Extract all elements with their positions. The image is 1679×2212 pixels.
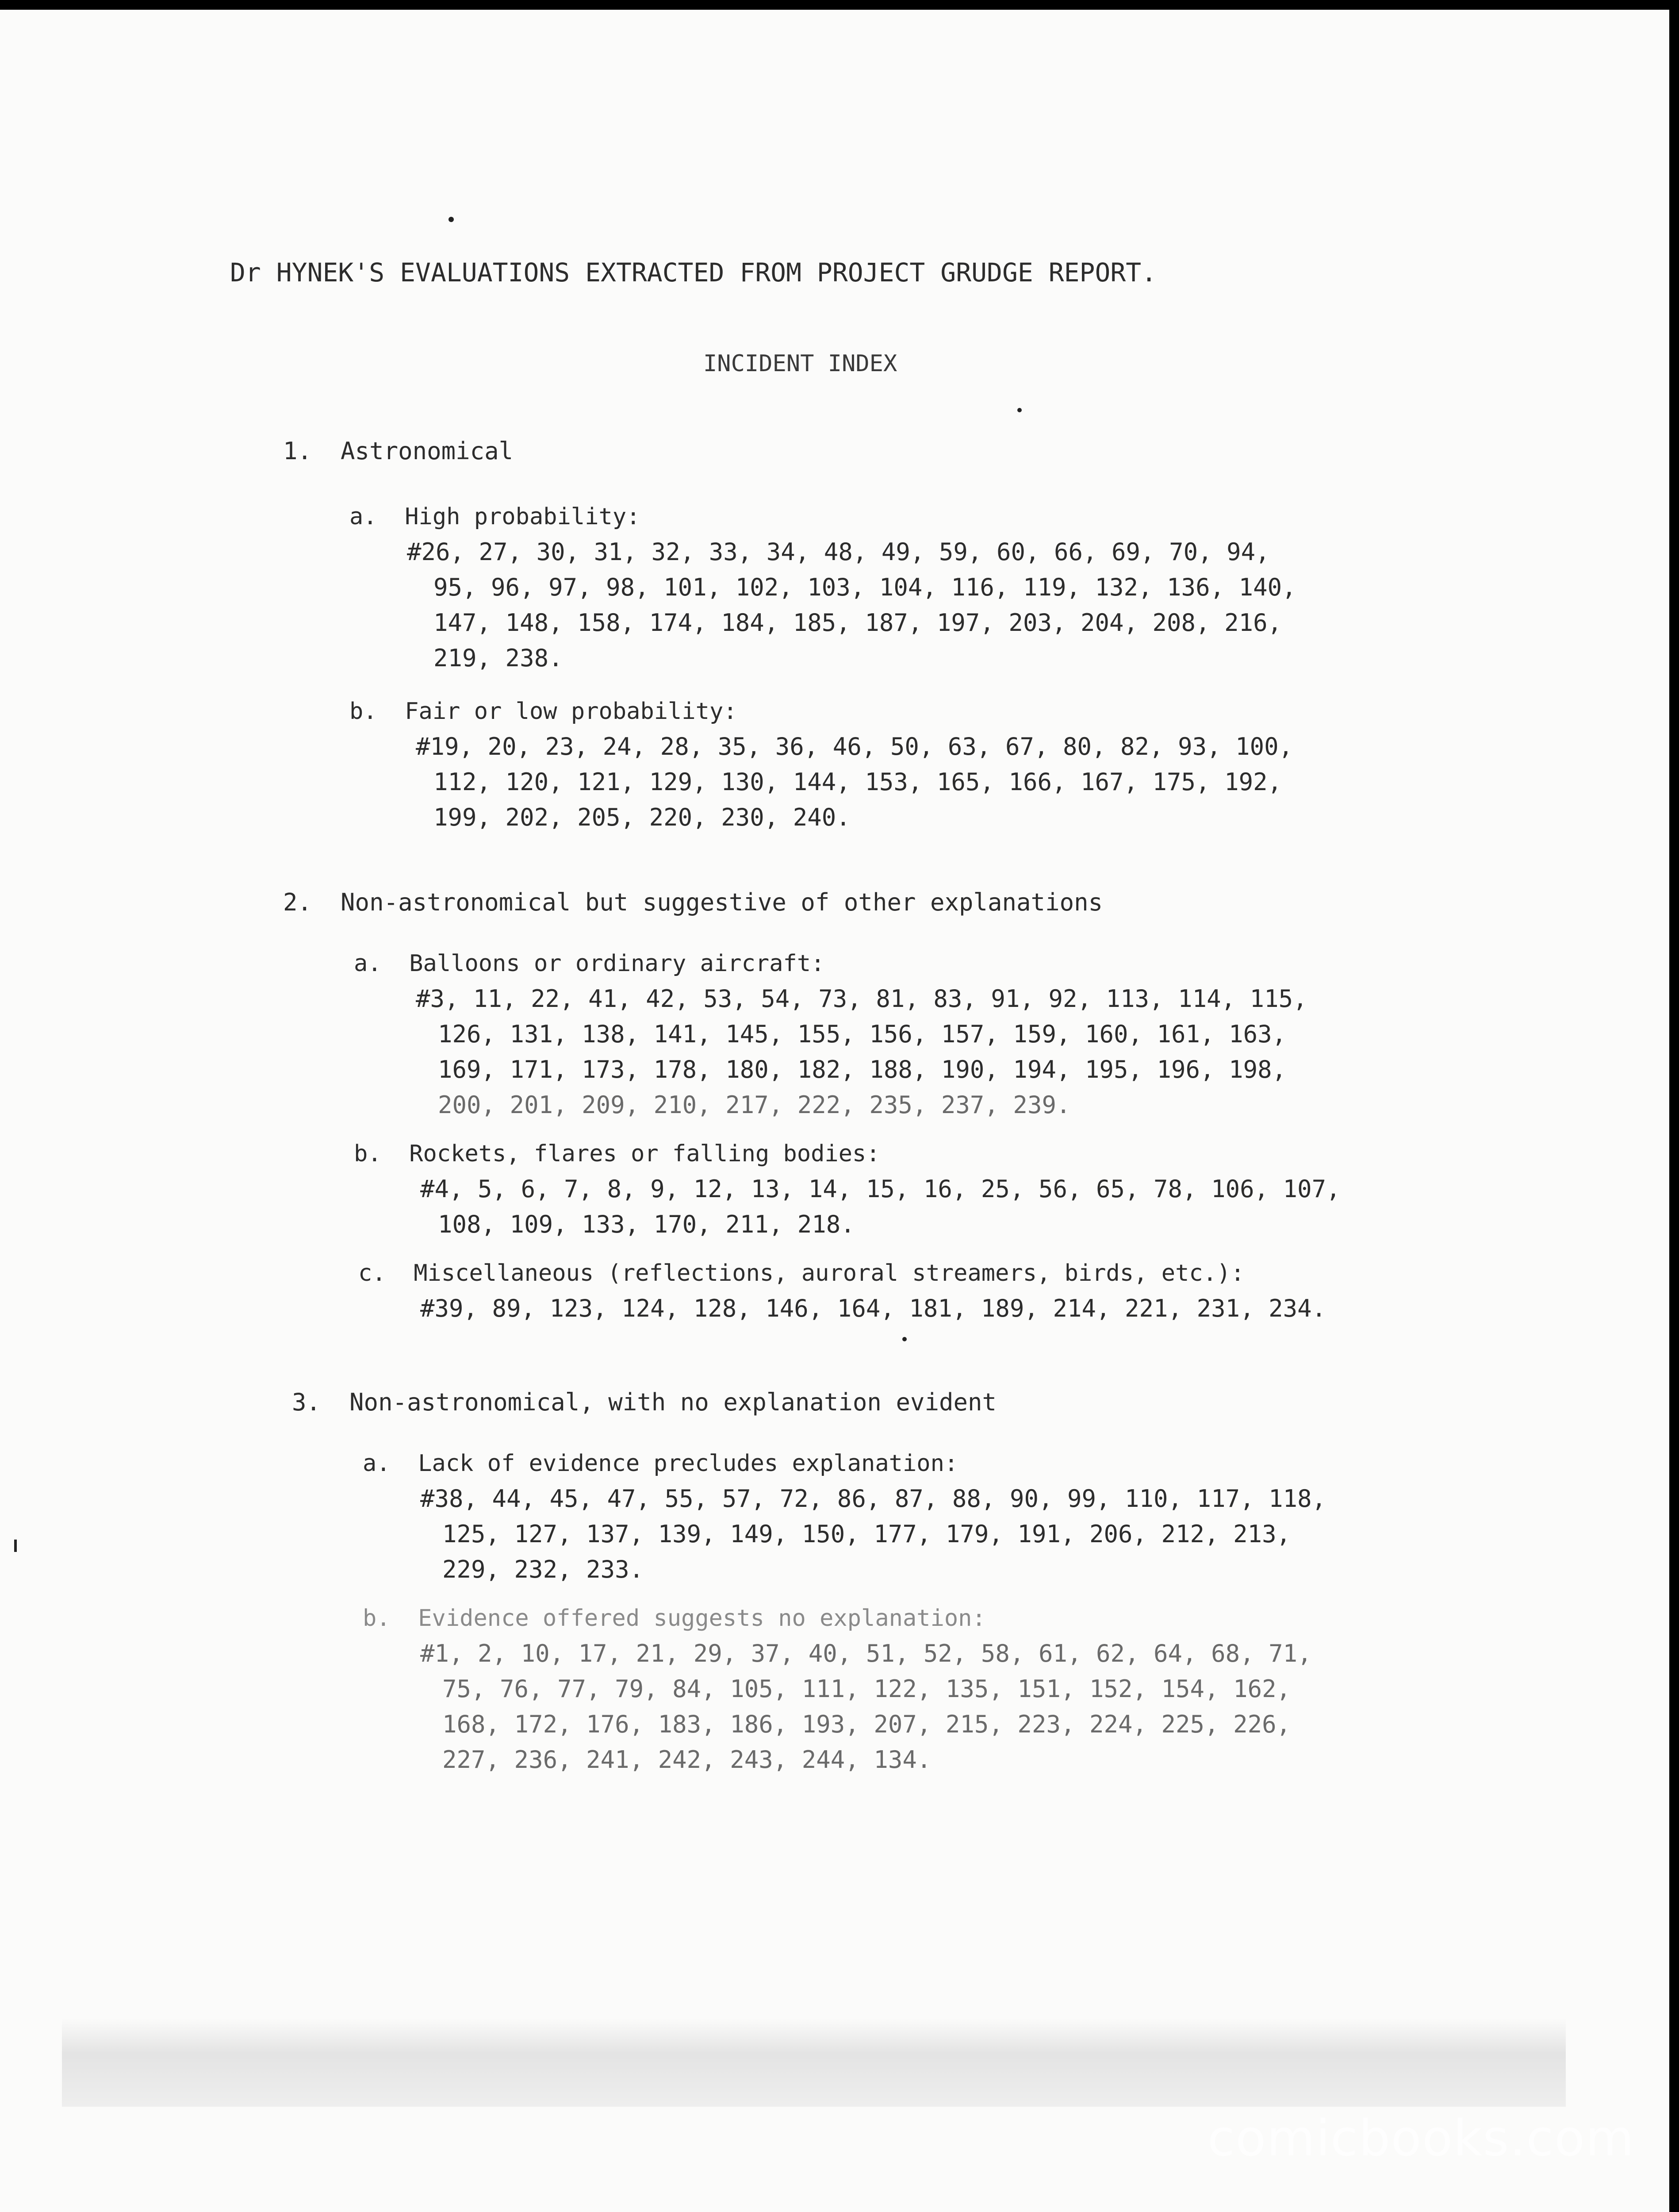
incident-number-line: #39, 89, 123, 124, 128, 146, 164, 181, 189, 214, 221, 231, 234.	[420, 1294, 1326, 1322]
subsection-heading: b. Evidence offered suggests no explanation:	[363, 1605, 986, 1632]
section-heading: 3. Non-astronomical, with no explanation evident	[292, 1388, 997, 1416]
incident-number-line: 125, 127, 137, 139, 149, 150, 177, 179, 191, 206, 212, 213,	[442, 1520, 1291, 1548]
incident-number-line: #26, 27, 30, 31, 32, 33, 34, 48, 49, 59, 60, 66, 69, 70, 94,	[407, 538, 1270, 566]
incident-number-line: #4, 5, 6, 7, 8, 9, 12, 13, 14, 15, 16, 25, 56, 65, 78, 106, 107,	[420, 1175, 1341, 1203]
subsection-heading: b. Fair or low probability:	[349, 698, 737, 725]
incident-number-line: 169, 171, 173, 178, 180, 182, 188, 190, 194, 195, 196, 198,	[438, 1056, 1287, 1083]
binding-mark	[14, 1540, 17, 1552]
incident-number-line: 168, 172, 176, 183, 186, 193, 207, 215, 223, 224, 225, 226,	[442, 1710, 1291, 1738]
incident-number-line: 219, 238.	[433, 644, 563, 672]
incident-number-line: 126, 131, 138, 141, 145, 155, 156, 157, 159, 160, 161, 163,	[438, 1020, 1287, 1048]
incident-number-line: 95, 96, 97, 98, 101, 102, 103, 104, 116, 119, 132, 136, 140,	[433, 573, 1296, 601]
incident-number-line: #3, 11, 22, 41, 42, 53, 54, 73, 81, 83, 91, 92, 113, 114, 115,	[416, 985, 1307, 1013]
stray-mark	[1017, 408, 1022, 412]
subsection-heading: a. High probability:	[349, 503, 640, 530]
incident-number-line: 199, 202, 205, 220, 230, 240.	[433, 803, 851, 831]
incident-number-line: 75, 76, 77, 79, 84, 105, 111, 122, 135, 151, 152, 154, 162,	[442, 1675, 1291, 1703]
incident-number-line: #19, 20, 23, 24, 28, 35, 36, 46, 50, 63, 67, 80, 82, 93, 100,	[416, 733, 1293, 760]
document-subtitle: INCIDENT INDEX	[703, 350, 897, 377]
subsection-heading: a. Balloons or ordinary aircraft:	[354, 950, 825, 977]
subsection-heading: b. Rockets, flares or falling bodies:	[354, 1141, 880, 1167]
scan-smudge	[62, 2018, 1566, 2107]
incident-number-line: 200, 201, 209, 210, 217, 222, 235, 237, 239.	[438, 1091, 1071, 1119]
document-title: Dr HYNEK'S EVALUATIONS EXTRACTED FROM PROJECT GRUDGE REPORT.	[230, 257, 1157, 288]
section-heading: 1. Astronomical	[283, 437, 514, 465]
incident-number-line: 147, 148, 158, 174, 184, 185, 187, 197, 203, 204, 208, 216,	[433, 609, 1282, 637]
incident-number-line: #1, 2, 10, 17, 21, 29, 37, 40, 51, 52, 58, 61, 62, 64, 68, 71,	[420, 1640, 1312, 1667]
stray-mark	[902, 1337, 907, 1341]
stray-mark	[448, 217, 454, 222]
incident-number-line: #38, 44, 45, 47, 55, 57, 72, 86, 87, 88, 90, 99, 110, 117, 118,	[420, 1485, 1326, 1513]
subsection-heading: c. Miscellaneous (reflections, auroral streamers, birds, etc.):	[358, 1260, 1245, 1286]
incident-number-line: 108, 109, 133, 170, 211, 218.	[438, 1210, 855, 1238]
incident-number-line: 229, 232, 233.	[442, 1555, 644, 1583]
section-heading: 2. Non-astronomical but suggestive of other explanations	[283, 888, 1103, 916]
incident-number-line: 227, 236, 241, 242, 243, 244, 134.	[442, 1746, 932, 1774]
typed-document-page	[0, 10, 1669, 2212]
site-watermark: comicbooks.com	[1207, 2110, 1635, 2167]
subsection-heading: a. Lack of evidence precludes explanation:	[363, 1450, 958, 1477]
incident-number-line: 112, 120, 121, 129, 130, 144, 153, 165, 166, 167, 175, 192,	[433, 768, 1282, 796]
